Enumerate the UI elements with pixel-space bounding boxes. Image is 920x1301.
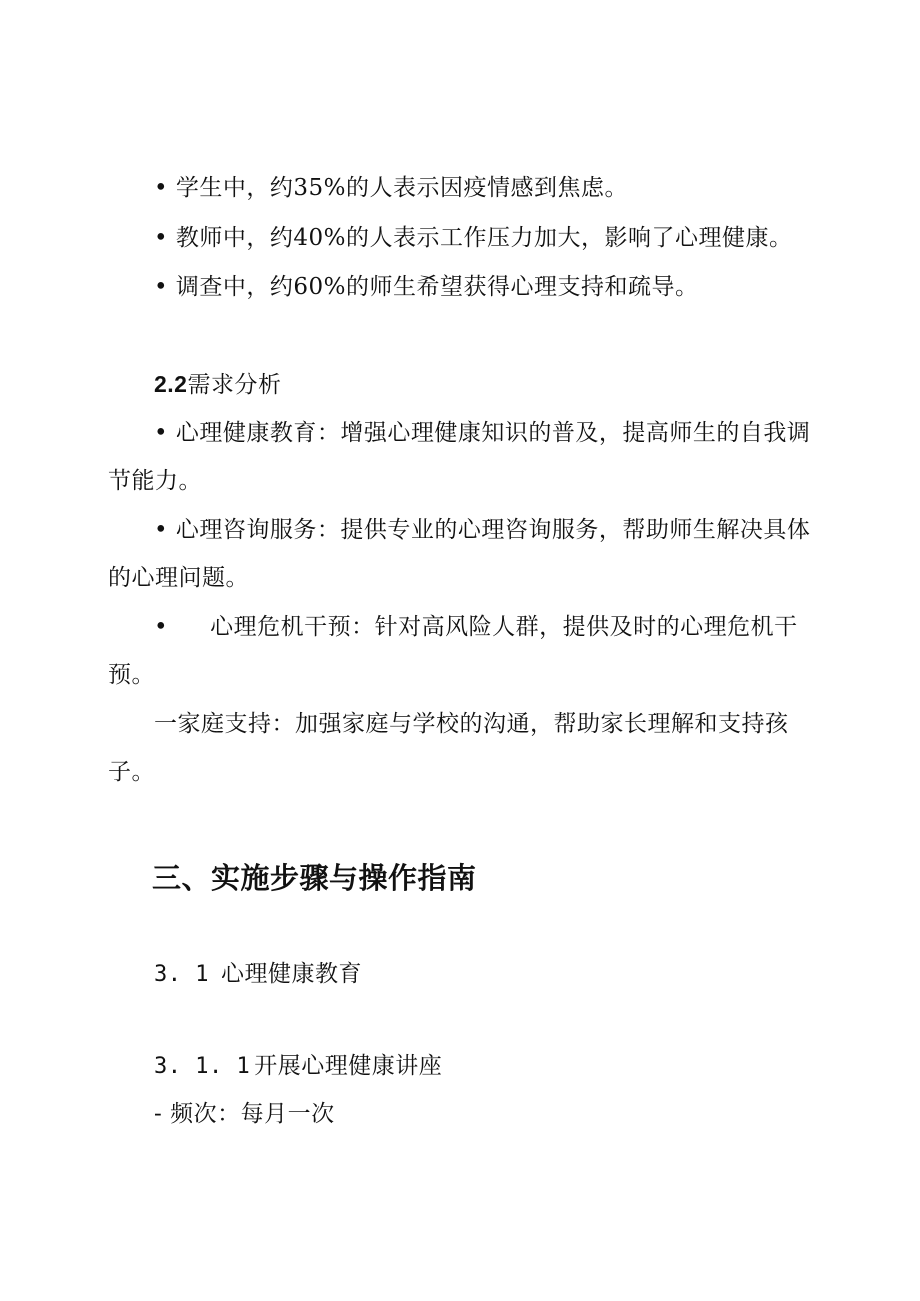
- section-3-1-1-heading: [154, 1051, 442, 1082]
- section-2-2-title: 需求分析: [187, 372, 282, 398]
- need-crisis-line1: [154, 612, 798, 642]
- need-education-line1: • 心理健康教育：增强心理健康知识的普及，提高师生的自我调: [154, 420, 811, 446]
- need-crisis-text: 心理危机干预：针对高风险人群，提供及时的心理危机干: [210, 614, 798, 640]
- section-3-1-number: 3. 1: [154, 962, 209, 987]
- chapter-3-title: 三、实施步骤与操作指南: [152, 861, 477, 895]
- survey-item-students: • 学生中，约35%的人表示因疫情感到焦虑。: [154, 175, 628, 201]
- section-3-1-1-title: 开展心理健康讲座: [254, 1053, 443, 1079]
- need-education-line2: 节能力。: [108, 468, 202, 494]
- survey-item-teachers: • 教师中，约40%的人表示工作压力加大，影响了心理健康。: [154, 225, 793, 251]
- need-crisis-bullet: •: [154, 614, 169, 640]
- section-3-1-title: 心理健康教育: [220, 961, 362, 987]
- need-counseling-line1: • 心理咨询服务：提供专业的心理咨询服务，帮助师生解决具体: [154, 517, 811, 543]
- need-family-line1: 一家庭支持：加强家庭与学校的沟通，帮助家长理解和支持孩: [154, 711, 789, 737]
- section-3-1-1-number: 3. 1. 1: [154, 1054, 251, 1079]
- section-2-2-heading: [154, 369, 281, 400]
- lecture-frequency: - 频次：每月一次: [154, 1101, 335, 1127]
- need-family-line2: 子。: [108, 759, 155, 785]
- section-3-1-heading: [154, 959, 362, 990]
- need-crisis-line2: 预。: [108, 662, 155, 688]
- section-2-2-number: 2.2: [154, 371, 188, 397]
- need-counseling-line2: 的心理问题。: [108, 565, 249, 591]
- survey-item-support: • 调查中，约60%的师生希望获得心理支持和疏导。: [154, 274, 699, 300]
